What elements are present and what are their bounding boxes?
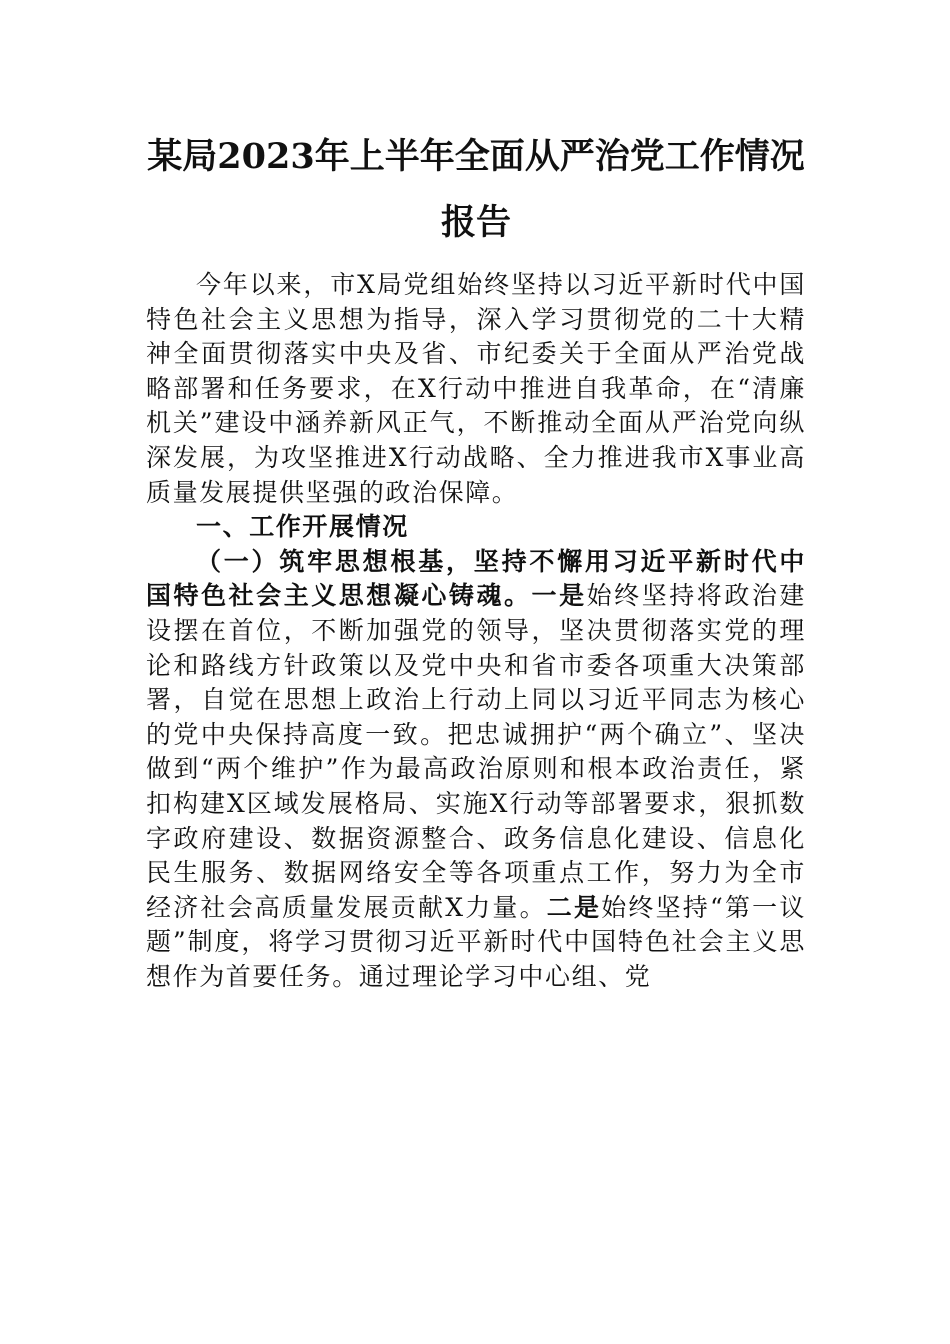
point-marker-1: 一是: [531, 581, 587, 611]
subsection-paragraph-1: [146, 545, 806, 995]
point-text-2: 始终坚持“第一议题”制度，将学习贯彻习近平新时代中国特色社会主义思想作为首要任务。通过理论学习中心组、党: [146, 892, 806, 991]
subsection-lead: （一）筑牢思想根基，坚持不懈用习近平新时代中国特色社会主义思想凝心铸魂。: [146, 546, 806, 611]
document-title: 某局2023年上半年全面从严治党工作情况报告: [147, 136, 805, 243]
section-heading-1: 一、工作开展情况: [196, 512, 409, 542]
point-marker-2: 二是: [546, 892, 602, 922]
point-text-1: 始终坚持将政治建设摆在首位，不断加强党的领导，坚决贯彻落实党的理论和路线方针政策以及党中央和省市委各项重大决策部署，自觉在思想上政治上行动上同以习近平同志为核心的党中央保持高度一致。把忠诚拥护“两个确立”、坚决做到“两个维护”作为最高政治原则和根本政治责任，紧扣构建X区域发展格局、实施X行动等部署要求，狠抓数字政府建设、数据资源整合、政务信息化建设、信息化民生服务、数据网络安全等各项重点工作，努力为全市经济社会高质量发展贡献X力量。: [146, 581, 806, 922]
intro-paragraph: 今年以来，市X局党组始终坚持以习近平新时代中国特色社会主义思想为指导，深入学习贯彻党的二十大精神全面贯彻落实中央及省、市纪委关于全面从严治党战略部署和任务要求，在X行动中推进自我革命，在“清廉机关”建设中涵养新风正气，不断推动全面从严治党向纵深发展，为攻坚推进X行动战略、全力推进我市X事业高质量发展提供坚强的政治保障。: [146, 270, 806, 507]
document-page: [146, 124, 806, 994]
